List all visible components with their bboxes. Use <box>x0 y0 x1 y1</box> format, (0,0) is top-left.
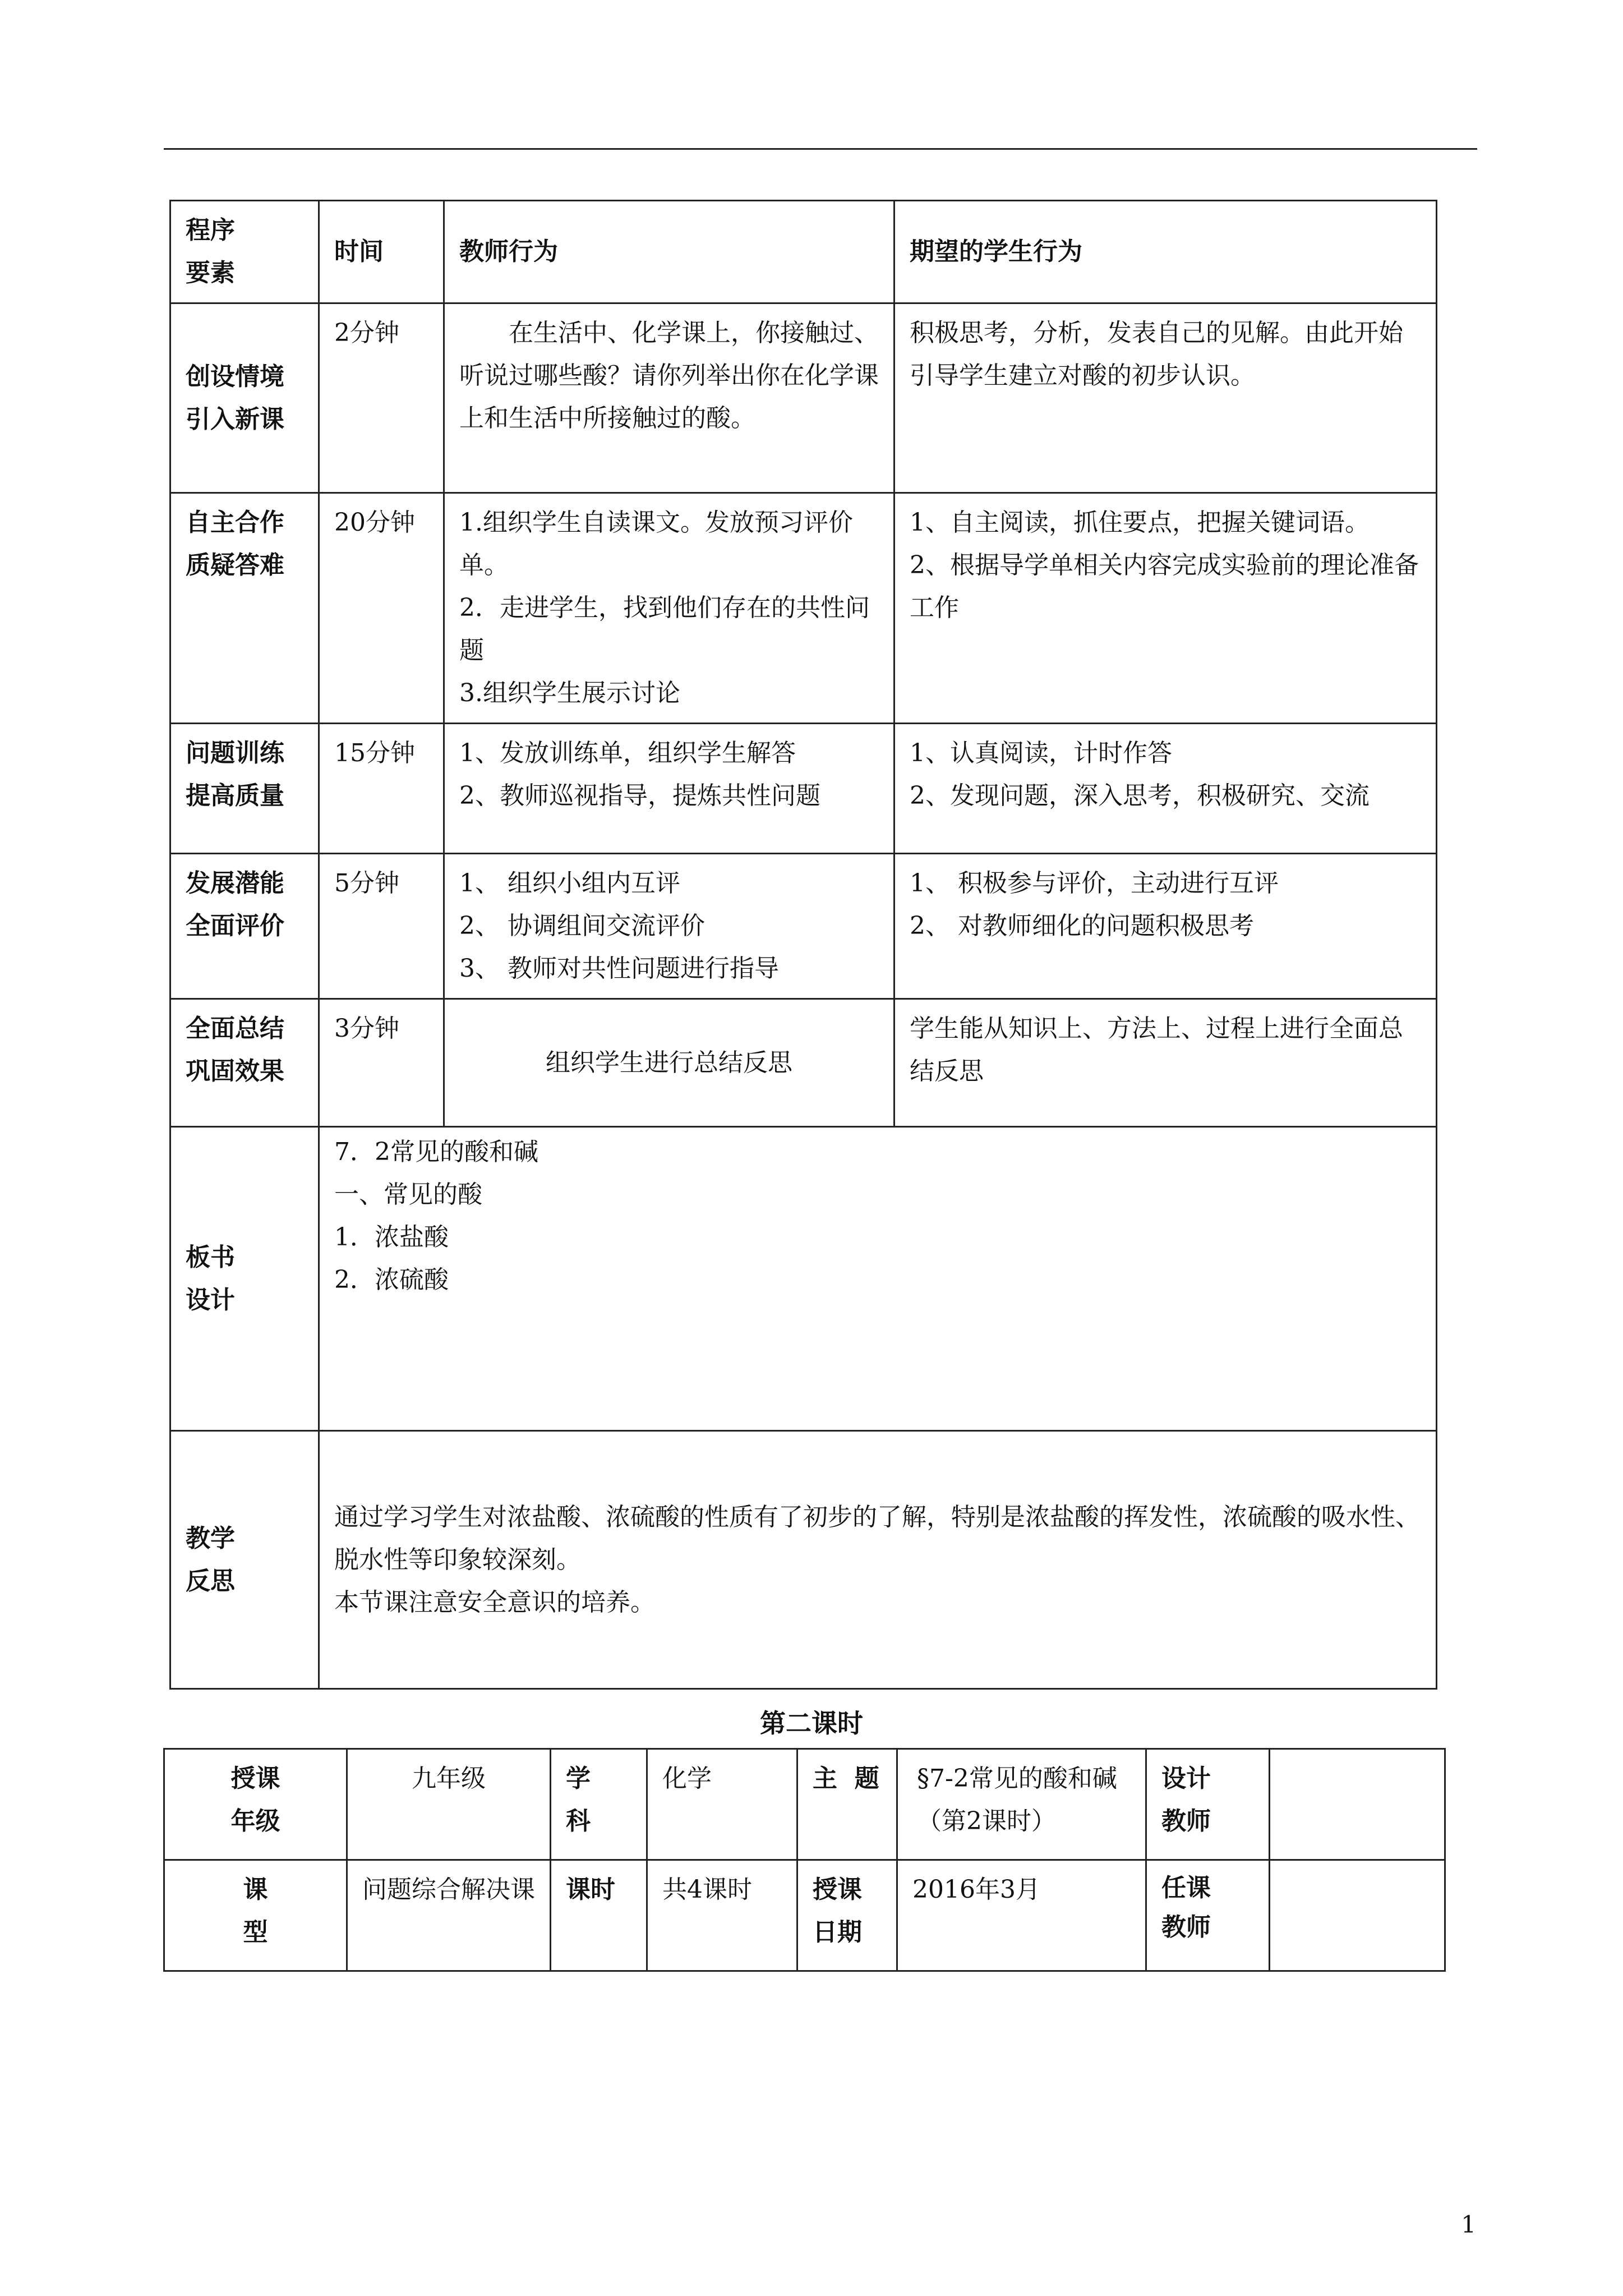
lesson-info-row <box>164 1749 1445 1860</box>
header-student-behavior: 期望的学生行为 <box>895 201 1437 303</box>
row-element: 发展潜能 全面评价 <box>170 854 319 999</box>
table-row <box>170 493 1437 724</box>
grade-value: 九年级 <box>347 1749 551 1860</box>
subject-label: 学 科 <box>551 1749 647 1860</box>
teacher-label: 任课 教师 <box>1146 1860 1270 1971</box>
row-teacher-behavior: 1、 组织小组内互评 2、 协调组间交流评价 3、 教师对共性问题进行指导 <box>444 854 895 999</box>
lesson-type-value: 问题综合解决课 <box>347 1860 551 1971</box>
row-student-behavior: 1、认真阅读，计时作答 2、发现问题，深入思考，积极研究、交流 <box>895 724 1437 854</box>
row-time: 20分钟 <box>319 493 444 724</box>
row-element: 问题训练 提高质量 <box>170 724 319 854</box>
row-time: 15分钟 <box>319 724 444 854</box>
board-design-content: 7．2常见的酸和碱 一、常见的酸 1．浓盐酸 2．浓硫酸 <box>319 1127 1437 1431</box>
row-teacher-behavior: 1.组织学生自读课文。发放预习评价单。 2．走进学生，找到他们存在的共性问题 3.组织学生展示讨论 <box>444 493 895 724</box>
lesson-type-label: 课 型 <box>164 1860 347 1971</box>
table-row <box>170 999 1437 1127</box>
grade-label: 授课 年级 <box>164 1749 347 1860</box>
row-student-behavior: 1、自主阅读，抓住要点，把握关键词语。 2、根据导学单相关内容完成实验前的理论准备工作 <box>895 493 1437 724</box>
row-time: 5分钟 <box>319 854 444 999</box>
page-number: 1 <box>1461 2211 1476 2238</box>
date-label: 授课 日期 <box>797 1860 897 1971</box>
table-header-row <box>170 201 1437 303</box>
subject-value: 化学 <box>647 1749 797 1860</box>
board-design-row <box>170 1127 1437 1431</box>
row-student-behavior: 积极思考，分析，发表自己的见解。由此开始引导学生建立对酸的初步认识。 <box>895 303 1437 493</box>
reflection-content: 通过学习学生对浓盐酸、浓硫酸的性质有了初步的了解，特别是浓盐酸的挥发性，浓硫酸的吸水性、脱水性等印象较深刻。 本节课注意安全意识的培养。 <box>319 1431 1437 1689</box>
header-rule <box>164 148 1477 150</box>
row-time: 2分钟 <box>319 303 444 493</box>
date-value: 2016年3月 <box>897 1860 1146 1971</box>
row-teacher-behavior: 在生活中、化学课上，你接触过、听说过哪些酸？请你列举出你在化学课上和生活中所接触过的酸。 <box>444 303 895 493</box>
row-student-behavior: 1、 积极参与评价，主动进行互评 2、 对教师细化的问题积极思考 <box>895 854 1437 999</box>
row-element: 全面总结 巩固效果 <box>170 999 319 1127</box>
section-title: 第二课时 <box>760 1708 863 1738</box>
row-element: 创设情境 引入新课 <box>170 303 319 493</box>
hours-value: 共4课时 <box>647 1860 797 1971</box>
table-row <box>170 724 1437 854</box>
teacher-value <box>1270 1860 1445 1971</box>
reflection-row <box>170 1431 1437 1689</box>
lesson-procedure-table <box>169 200 1437 1690</box>
hours-label: 课时 <box>551 1860 647 1971</box>
reflection-label: 教学 反思 <box>170 1431 319 1689</box>
board-design-label: 板书 设计 <box>170 1127 319 1431</box>
topic-label: 主 题 <box>797 1749 897 1860</box>
row-time: 3分钟 <box>319 999 444 1127</box>
row-teacher-behavior: 1、发放训练单，组织学生解答 2、教师巡视指导，提炼共性问题 <box>444 724 895 854</box>
table-row <box>170 854 1437 999</box>
row-teacher-behavior: 组织学生进行总结反思 <box>444 999 895 1127</box>
designer-label: 设计 教师 <box>1146 1749 1270 1860</box>
row-student-behavior: 学生能从知识上、方法上、过程上进行全面总结反思 <box>895 999 1437 1127</box>
header-teacher-behavior: 教师行为 <box>444 201 895 303</box>
header-program-elements: 程序 要素 <box>170 201 319 303</box>
row-element: 自主合作 质疑答难 <box>170 493 319 724</box>
table-row <box>170 303 1437 493</box>
topic-value: §7-2常见的酸和碱（第2课时） <box>897 1749 1146 1860</box>
lesson-info-table <box>163 1748 1446 1972</box>
designer-value <box>1270 1749 1445 1860</box>
lesson-info-row <box>164 1860 1445 1971</box>
header-time: 时间 <box>319 201 444 303</box>
